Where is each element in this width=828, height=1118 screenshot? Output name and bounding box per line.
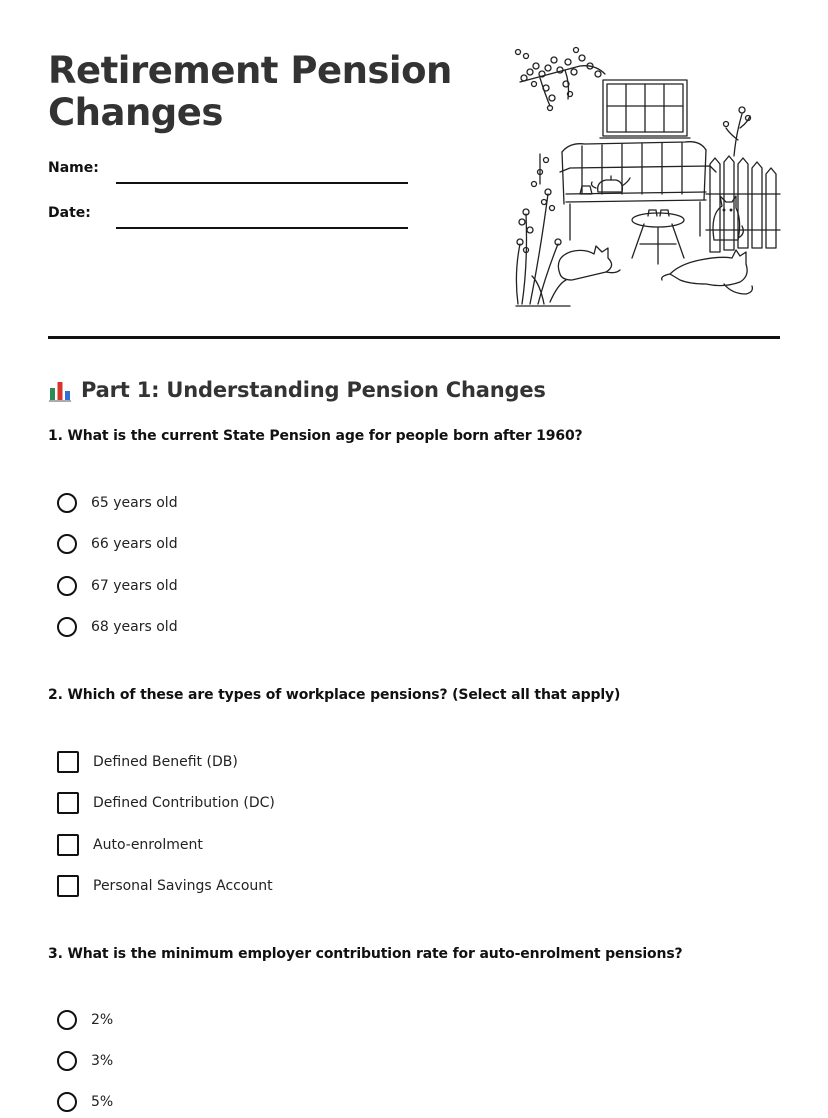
- question-3: 3. What is the minimum employer contribution rate for auto-enrolment pensions?: [48, 946, 683, 962]
- date-field[interactable]: [116, 225, 408, 229]
- option-label: Auto-enrolment: [93, 837, 203, 853]
- date-label: Date:: [48, 205, 91, 221]
- option-label: 67 years old: [91, 578, 178, 594]
- option-label: Personal Savings Account: [93, 878, 273, 894]
- radio-button[interactable]: [57, 617, 77, 637]
- checkbox[interactable]: [57, 875, 79, 897]
- lying-cat: [558, 246, 620, 280]
- radio-button[interactable]: [57, 534, 77, 554]
- option-label: Defined Benefit (DB): [93, 754, 238, 770]
- question-2: 2. Which of these are types of workplace pensions? (Select all that apply): [48, 687, 621, 703]
- part1-heading: [48, 374, 546, 406]
- q3-option-3-percent[interactable]: [57, 1048, 113, 1074]
- page-title: Retirement Pension Changes: [48, 49, 452, 134]
- option-label: 65 years old: [91, 495, 178, 511]
- checkbox[interactable]: [57, 834, 79, 856]
- window: [600, 80, 690, 138]
- section-divider: [48, 336, 780, 339]
- q1-option-67[interactable]: [57, 573, 178, 599]
- option-label: 66 years old: [91, 536, 178, 552]
- name-field[interactable]: [116, 180, 408, 184]
- radio-button[interactable]: [57, 1010, 77, 1030]
- radio-button[interactable]: [57, 493, 77, 513]
- q1-option-65[interactable]: [57, 490, 178, 516]
- date-field-row: [48, 205, 408, 235]
- radio-button[interactable]: [57, 1092, 77, 1112]
- option-label: 2%: [91, 1012, 114, 1028]
- name-field-row: [48, 160, 408, 190]
- fence: [706, 156, 780, 252]
- name-label: Name:: [48, 160, 99, 176]
- garden-bench-cats-illustration: [510, 44, 782, 308]
- q2-option-auto-enrolment[interactable]: [57, 832, 203, 858]
- part1-title: Part 1: Understanding Pension Changes: [81, 378, 546, 402]
- checkbox[interactable]: [57, 751, 79, 773]
- side-table: [632, 210, 684, 264]
- blossom-cluster: [516, 48, 602, 111]
- q2-option-defined-contribution[interactable]: [57, 790, 275, 816]
- option-label: Defined Contribution (DC): [93, 795, 275, 811]
- q1-option-66[interactable]: [57, 531, 178, 557]
- teapot: [592, 176, 631, 192]
- q3-option-5-percent[interactable]: [57, 1089, 113, 1115]
- sitting-cat: [713, 196, 743, 240]
- radio-button[interactable]: [57, 1051, 77, 1071]
- q3-option-2-percent[interactable]: [57, 1007, 113, 1033]
- radio-button[interactable]: [57, 576, 77, 596]
- option-label: 5%: [91, 1094, 114, 1110]
- bench: [560, 142, 716, 240]
- flower-bed: [516, 154, 570, 306]
- option-label: 68 years old: [91, 619, 178, 635]
- q2-option-defined-benefit[interactable]: [57, 749, 238, 775]
- checkbox[interactable]: [57, 792, 79, 814]
- option-label: 3%: [91, 1053, 114, 1069]
- q1-option-68[interactable]: [57, 614, 178, 640]
- question-1: 1. What is the current State Pension age for people born after 1960?: [48, 428, 583, 444]
- bar-chart-icon: [48, 378, 72, 402]
- stretching-cat: [662, 250, 753, 294]
- q2-option-personal-savings[interactable]: [57, 873, 273, 899]
